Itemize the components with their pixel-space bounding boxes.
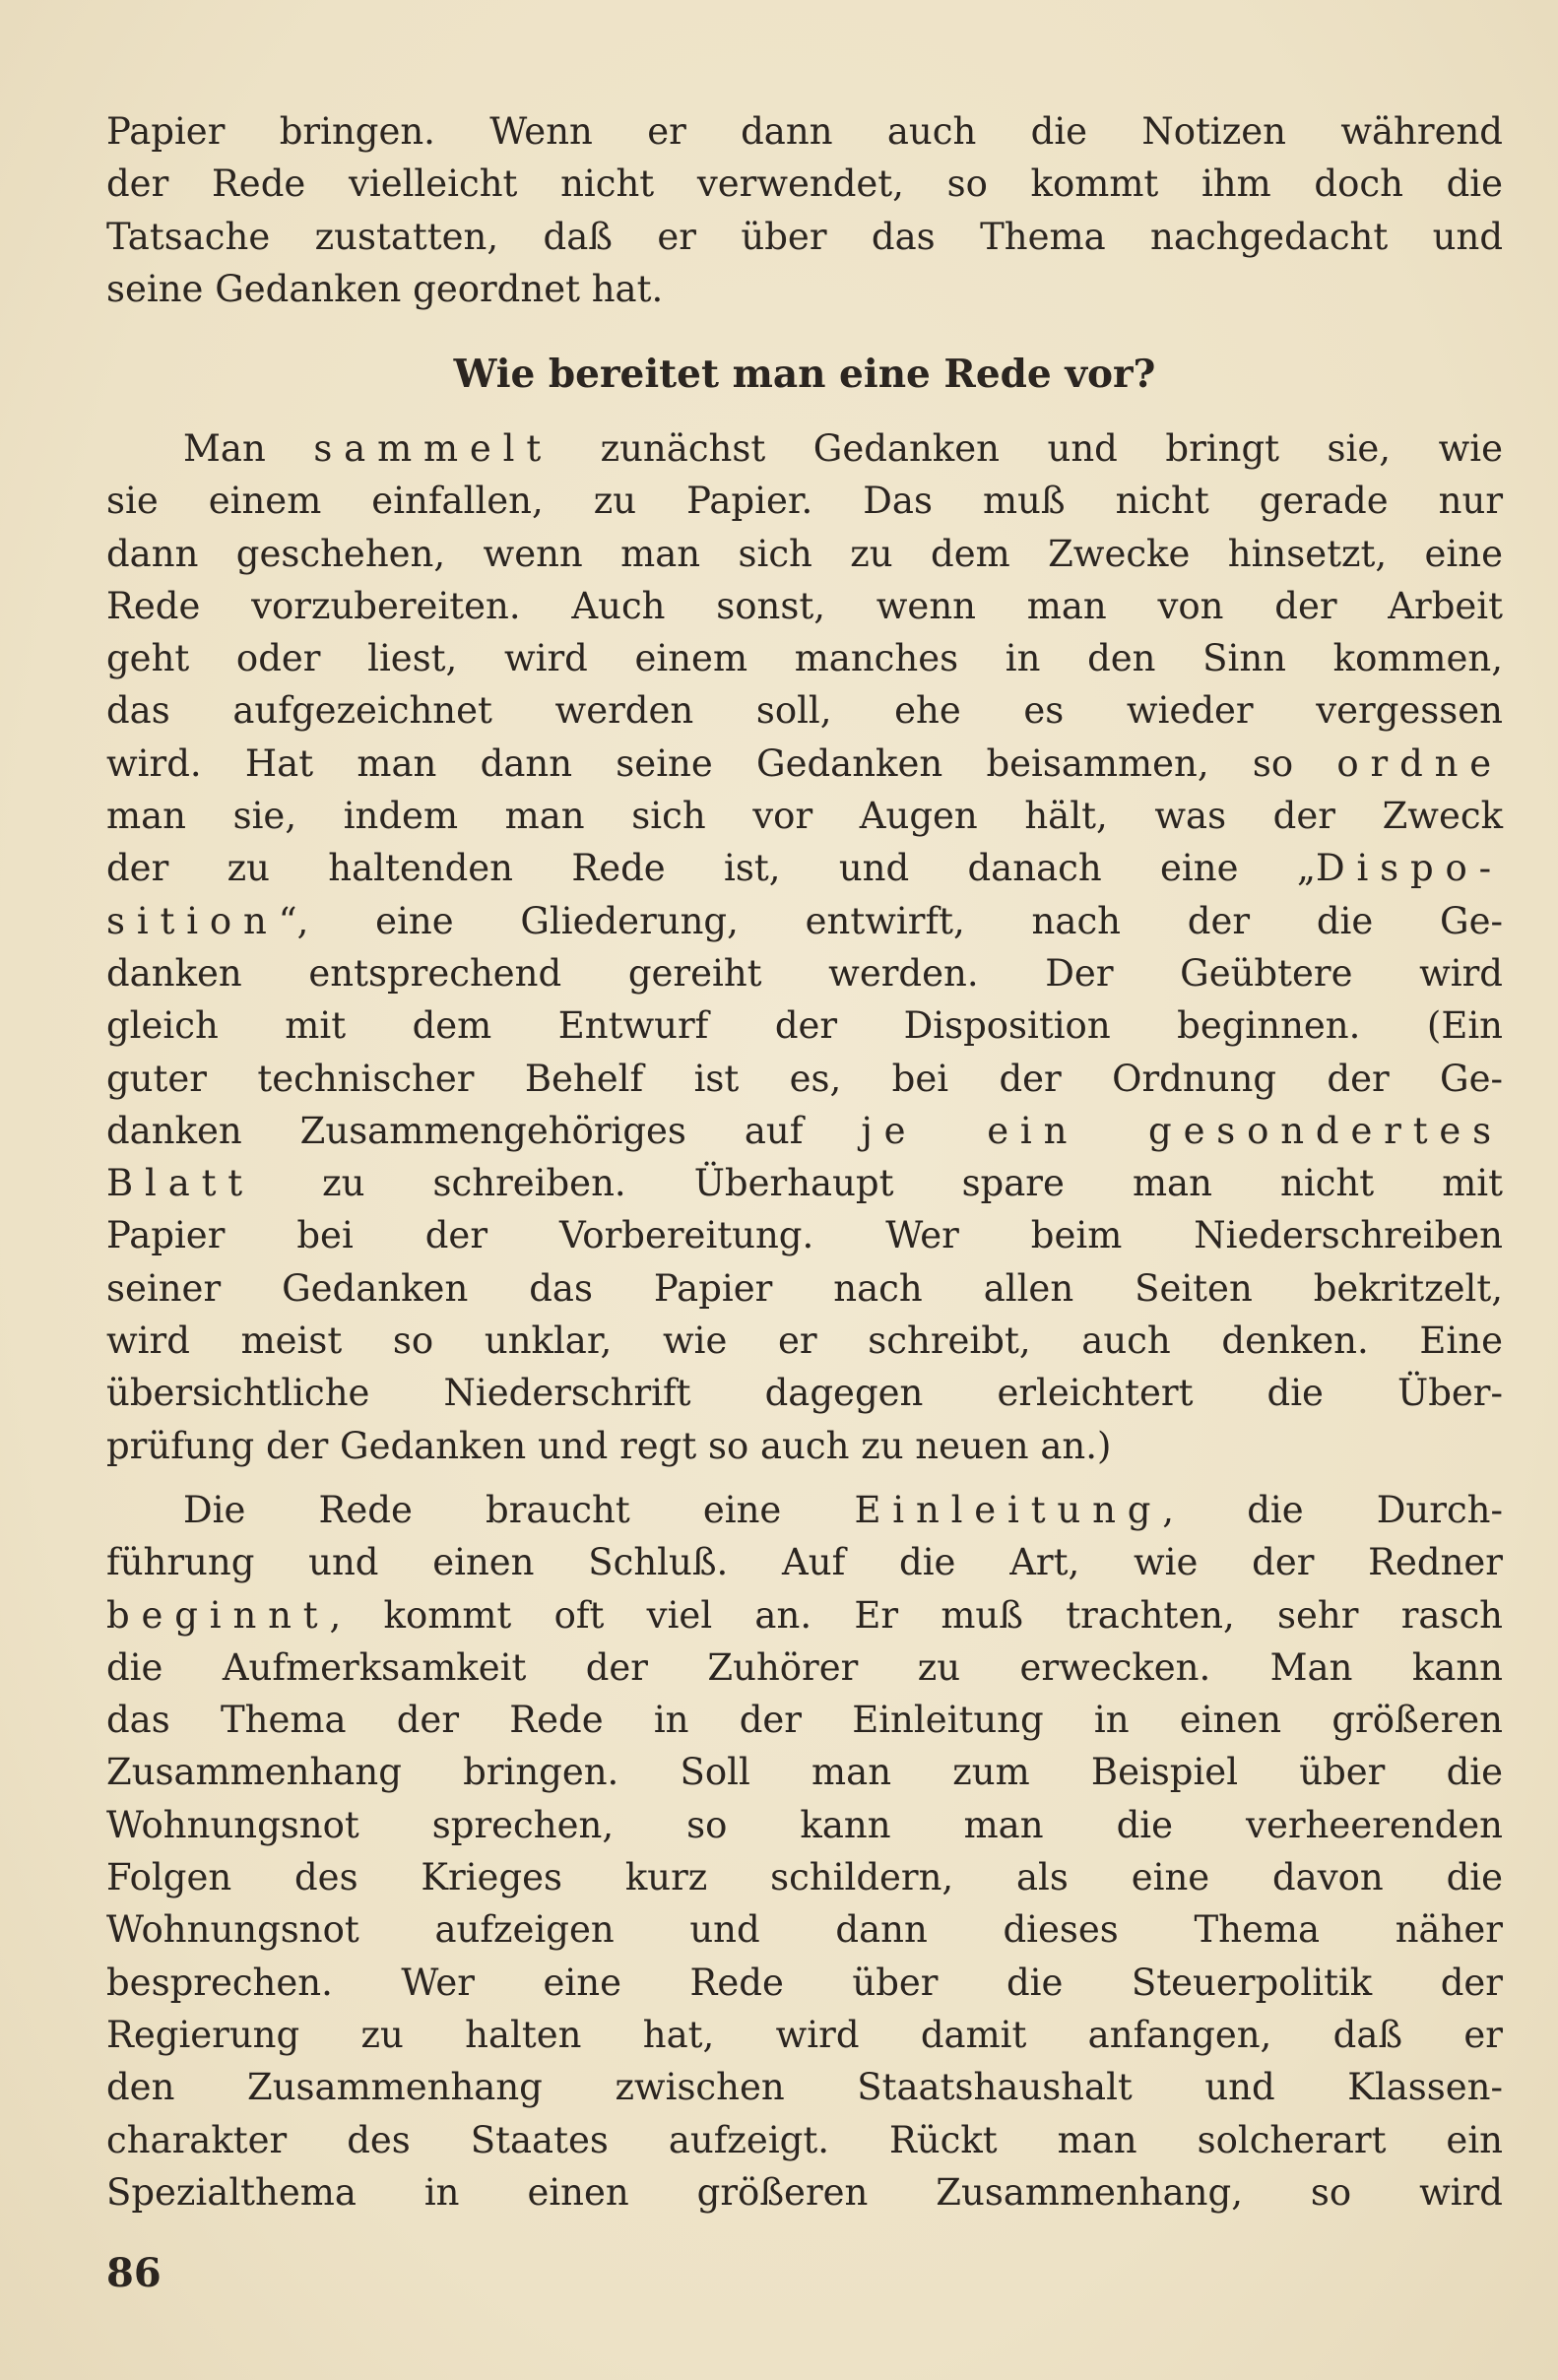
text-line (106, 1957, 1503, 2009)
text-segment: wird meist so unklar, wie er schreibt, auch denken. Eine (106, 1319, 1503, 1363)
text-segment: der Rede vielleicht nicht verwendet, so kommt ihm doch die (106, 162, 1503, 206)
text-segment: “, eine Gliederung, entwirft, nach der die Ge- (278, 899, 1503, 942)
text-line (106, 684, 1503, 737)
text-line (106, 158, 1503, 210)
text-segment: seine Gedanken geordnet hat. (106, 267, 664, 310)
text-segment: charakter des Staates aufzeigt. Rückt man solcherart ein (106, 2118, 1503, 2161)
text-line (106, 842, 1503, 894)
spaced-emphasis-text: beginnt (106, 1593, 330, 1637)
text-segment: , die Durch- (1162, 1489, 1503, 1531)
text-line (106, 895, 1503, 947)
text-line (106, 528, 1503, 580)
text-line (106, 1851, 1503, 1903)
spaced-emphasis-text: Blatt (106, 1162, 255, 1205)
text-line (106, 2166, 1503, 2219)
text-segment: Papier bringen. Wenn er dann auch die Notizen während (106, 110, 1503, 153)
section-heading: Wie bereitet man eine Rede vor? (453, 352, 1156, 397)
text-segment: besprechen. Wer eine Rede über die Steuerpolitik der (106, 1961, 1503, 2004)
spaced-emphasis-text: sition (106, 899, 279, 942)
text-segment: Folgen des Krieges kurz schildern, als eine davon die (106, 1856, 1503, 1899)
text-line (106, 211, 1503, 263)
text-segment: prüfung der Gedanken und regt so auch zu neuen an.) (106, 1424, 1112, 1467)
text-line (106, 1484, 1503, 1536)
text-segment: das Thema der Rede in der Einleitung in einen größeren (106, 1699, 1503, 1742)
text-segment: Die Rede braucht eine (183, 1489, 855, 1531)
text-line (106, 580, 1503, 632)
text-segment: das aufgezeichnet werden soll, ehe es wieder vergessen (106, 689, 1503, 733)
text-line (106, 1262, 1503, 1315)
text-segment: führung und einen Schluß. Auf die Art, wie der Redner (106, 1541, 1503, 1584)
text-segment: sie einem einfallen, zu Papier. Das muß nicht gerade nur (106, 480, 1503, 523)
text-line (106, 1420, 1503, 1472)
text-line (106, 1157, 1503, 1209)
text-segment: guter technischer Behelf ist es, bei der Ordnung der Ge- (106, 1057, 1503, 1100)
text-line (106, 738, 1503, 790)
text-segment: dann geschehen, wenn man sich zu dem Zwecke hinsetzt, eine (106, 532, 1503, 575)
page-number: 86 (106, 2250, 162, 2296)
text-segment: übersichtliche Niederschrift dagegen erleichtert die Über- (106, 1372, 1503, 1415)
text-line (106, 1105, 1503, 1157)
text-line (106, 1903, 1503, 1956)
text-segment: Spezialthema in einen größeren Zusammenhang, so wird (106, 2170, 1503, 2214)
text-segment: die Aufmerksamkeit der Zuhörer zu erwecken. Man kann (106, 1645, 1503, 1689)
text-segment: wird. Hat man dann seine Gedanken beisammen, so (106, 741, 1337, 785)
text-segment: zu schreiben. Überhaupt spare man nicht mit (254, 1162, 1503, 1205)
text-line (106, 947, 1503, 999)
text-line (106, 1315, 1503, 1367)
text-line (106, 1367, 1503, 1419)
text-line (106, 1694, 1503, 1746)
text-line (106, 1536, 1503, 1588)
spaced-emphasis-text: ordne (1336, 741, 1503, 785)
text-line (106, 1209, 1503, 1261)
text-segment: Zusammenhang bringen. Soll man zum Beispiel über die (106, 1751, 1503, 1794)
text-segment: Man (183, 427, 314, 470)
text-line (106, 790, 1503, 842)
text-segment: Wohnungsnot aufzeigen und dann dieses Thema näher (106, 1908, 1503, 1952)
text-line (106, 1746, 1503, 1798)
text-line (106, 632, 1503, 684)
text-line (106, 1053, 1503, 1105)
text-segment: zunächst Gedanken und bringt sie, wie (552, 427, 1503, 470)
text-segment: Rede vorzubereiten. Auch sonst, wenn man von der Arbeit (106, 584, 1503, 627)
text-segment: Wohnungsnot sprechen, so kann man die verheerenden (106, 1803, 1503, 1846)
text-segment: gleich mit dem Entwurf der Disposition beginnen. (Ein (106, 1004, 1503, 1048)
text-segment: seiner Gedanken das Papier nach allen Seiten bekritzelt, (106, 1266, 1503, 1310)
text-segment: Tatsache zustatten, daß er über das Thema nachgedacht und (106, 215, 1503, 258)
text-segment: geht oder liest, wird einem manches in den Sinn kommen, (106, 637, 1503, 680)
spaced-emphasis-text: Einleitung (854, 1489, 1163, 1531)
text-line (106, 2114, 1503, 2166)
text-segment: Papier bei der Vorbereitung. Wer beim Niederschreiben (106, 1214, 1503, 1257)
text-line (106, 1641, 1503, 1694)
text-segment: , kommt oft viel an. Er muß trachten, sehr rasch (329, 1593, 1503, 1637)
paragraph-2 (106, 1484, 1503, 2219)
text-line (106, 105, 1503, 158)
text-segment: man sie, indem man sich vor Augen hält, was der Zweck (106, 795, 1503, 838)
text-line (106, 422, 1503, 475)
text-line (106, 2061, 1503, 2113)
text-line (106, 1799, 1503, 1851)
paragraph-1 (106, 422, 1503, 1472)
text-line (106, 999, 1503, 1052)
text-segment: der zu haltenden Rede ist, und danach eine „ (106, 847, 1316, 890)
text-segment: den Zusammenhang zwischen Staatshaushalt und Klassen- (106, 2066, 1503, 2109)
text-line (106, 1589, 1503, 1641)
text-line (106, 475, 1503, 527)
spaced-emphasis-text: je ein gesondertes (861, 1109, 1503, 1152)
text-line (106, 263, 1503, 315)
text-line (106, 2009, 1503, 2061)
continued-paragraph (106, 105, 1503, 315)
text-segment: danken entsprechend gereiht werden. Der Geübtere wird (106, 951, 1503, 995)
spaced-emphasis-text: Dispo- (1316, 847, 1503, 890)
text-segment: danken Zusammengehöriges auf (106, 1109, 862, 1152)
text-segment: Regierung zu halten hat, wird damit anfangen, daß er (106, 2013, 1503, 2056)
spaced-emphasis-text: sammelt (313, 427, 553, 470)
